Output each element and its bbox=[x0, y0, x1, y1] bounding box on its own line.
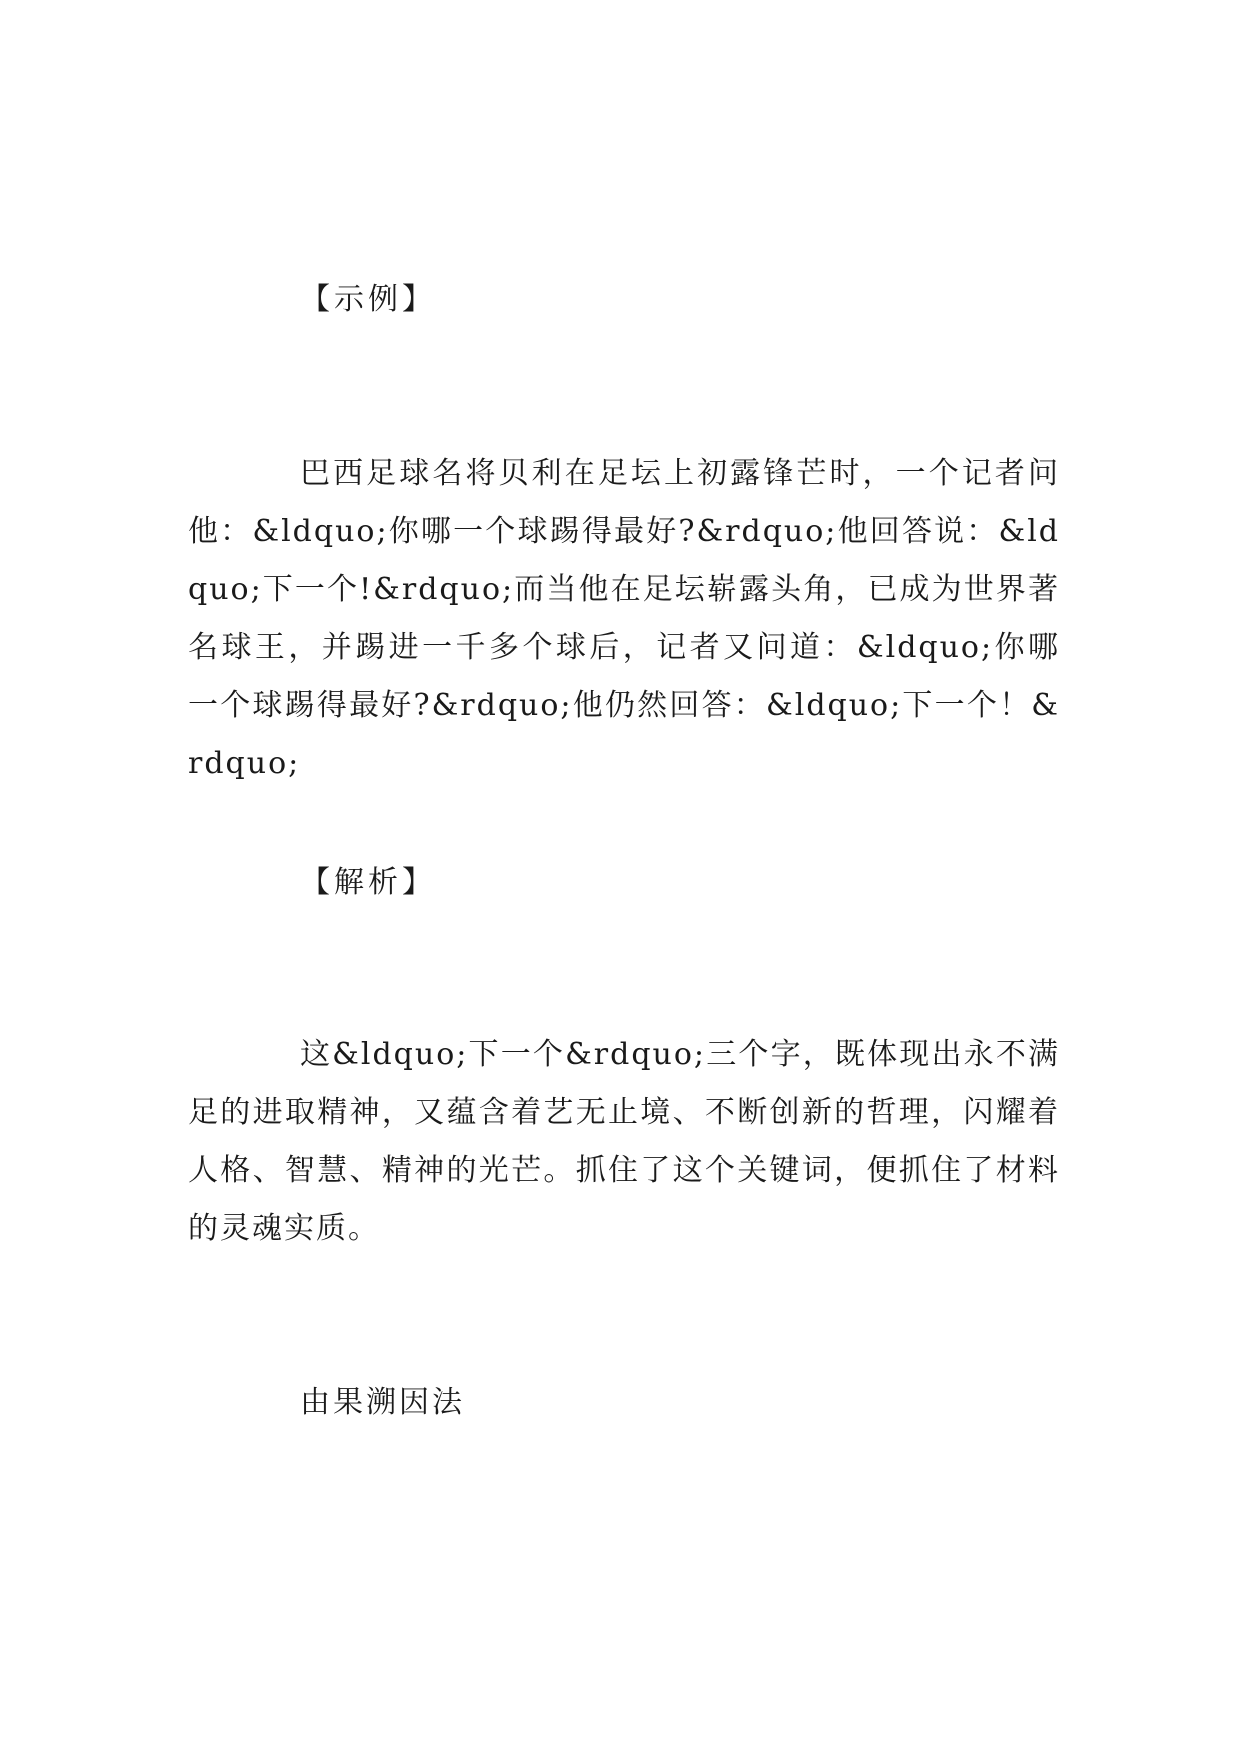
analysis-paragraph: 这&ldquo;下一个&rdquo;三个字，既体现出永不满足的进取精神，又蕴含着艺无止境、不断创新的哲理，闪耀着人格、智慧、精神的光芒。抓住了这个关键词，便抓住了材料的灵魂实质。 bbox=[188, 1037, 1060, 1246]
analysis-heading: 【解析】 bbox=[300, 865, 436, 900]
method-heading: 由果溯因法 bbox=[300, 1385, 465, 1420]
example-paragraph: 巴西足球名将贝利在足坛上初露锋芒时，一个记者问他：&ldquo;你哪一个球踢得最好?&rdquo;他回答说：&ldquo;下一个!&rdquo;而当他在足坛崭露头角，已成为世界著名球王，并踢进一千多个球后，记者又问道：&ldquo;你哪一个球踢得最好?&rdquo;他仍然回答：&ldquo;下一个！&rdquo; bbox=[188, 456, 1060, 781]
example-heading: 【示例】 bbox=[300, 282, 436, 317]
